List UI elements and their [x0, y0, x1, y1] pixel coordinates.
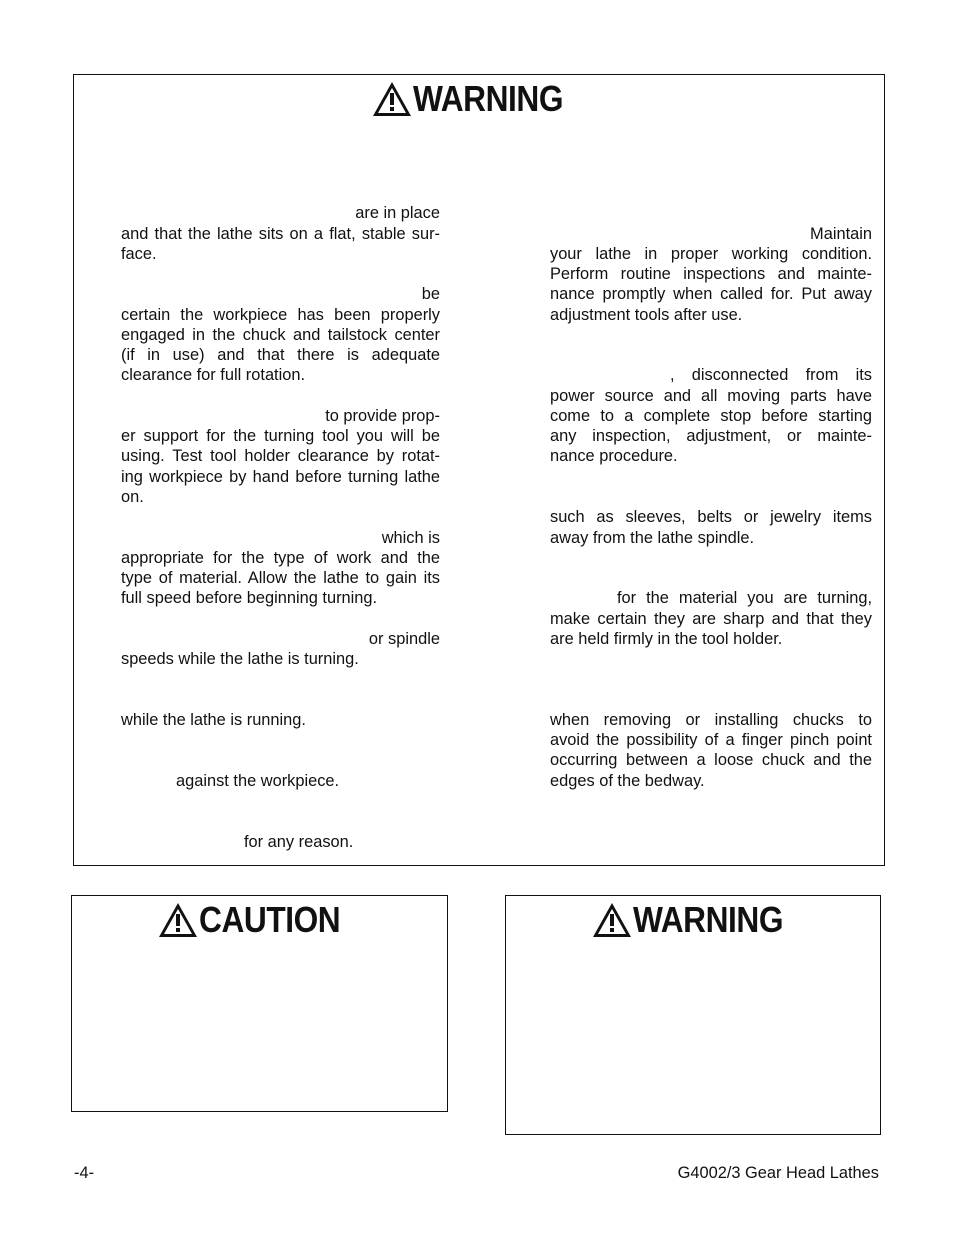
- left-text-line: full speed before beginning turning.: [121, 589, 378, 607]
- page-number: -4-: [74, 1164, 95, 1182]
- right-text-line: , disconnected from its: [670, 366, 872, 384]
- warning-banner: [592, 899, 804, 940]
- left-text-line: appropriate for the type of work and the: [121, 549, 440, 567]
- right-text-line: adjustment tools after use.: [550, 306, 743, 324]
- left-text-line: or spindle: [368, 630, 440, 648]
- main-warning-box: [73, 74, 885, 866]
- caution-banner-text: CAUTION: [199, 899, 341, 940]
- right-text-line: Perform routine inspections and mainte-: [550, 265, 872, 283]
- right-text-line: avoid the possibility of a finger pinch point: [550, 731, 872, 749]
- right-text-line: nance procedure.: [550, 447, 678, 465]
- left-text-line: engaged in the chuck and tailstock center: [121, 326, 440, 344]
- left-text-line: while the lathe is running.: [121, 711, 306, 729]
- document-title: G4002/3 Gear Head Lathes: [677, 1164, 879, 1182]
- right-text-line: nance promptly when called for. Put away: [550, 285, 872, 303]
- left-text-line: certain the workpiece has been properly: [121, 306, 440, 324]
- caution-box: [71, 895, 448, 1112]
- left-text-line: against the workpiece.: [176, 772, 340, 790]
- left-text-line: ing workpiece by hand before turning lathe: [121, 468, 440, 486]
- right-text-line: such as sleeves, belts or jewelry items: [550, 508, 872, 526]
- left-text-line: be: [421, 285, 440, 303]
- warning-triangle-icon: [372, 81, 412, 117]
- right-text-line: when removing or installing chucks to: [550, 711, 872, 729]
- left-text-line: using. Test tool holder clearance by rotat-: [121, 447, 440, 465]
- left-text-line: type of material. Allow the lathe to gain its: [121, 569, 440, 587]
- left-text-line: clearance for full rotation.: [121, 366, 306, 384]
- left-text-line: (if in use) and that there is adequate: [121, 346, 440, 364]
- warning-banner: [372, 78, 584, 119]
- right-text-line: are held firmly in the tool holder.: [550, 630, 783, 648]
- warning-triangle-icon: [592, 902, 632, 938]
- caution-banner: [158, 899, 360, 940]
- left-text-line: er support for the turning tool you will be: [121, 427, 440, 445]
- right-text-line: occurring between a loose chuck and the: [550, 751, 872, 769]
- left-text-line: and that the lathe sits on a flat, stable sur-: [121, 225, 440, 243]
- right-text-line: make certain they are sharp and that they: [550, 610, 872, 628]
- warning-banner-text: WARNING: [633, 899, 784, 940]
- right-text-line: come to a complete stop before starting: [550, 407, 872, 425]
- left-text-line: are in place: [355, 204, 440, 222]
- left-text-line: to provide prop-: [325, 407, 440, 425]
- right-text-line: power source and all moving parts have: [550, 387, 872, 405]
- right-text-line: Maintain: [810, 225, 872, 243]
- left-text-line: which is: [381, 529, 440, 547]
- right-text-line: edges of the bedway.: [550, 772, 705, 790]
- left-text-line: face.: [121, 245, 157, 263]
- right-text-line: for the material you are turning,: [617, 589, 872, 607]
- warning-banner-text: WARNING: [413, 78, 564, 119]
- left-text-line: speeds while the lathe is turning.: [121, 650, 359, 668]
- right-text-line: any inspection, adjustment, or mainte-: [550, 427, 872, 445]
- left-text-line: on.: [121, 488, 144, 506]
- left-text-line: for any reason.: [244, 833, 354, 851]
- right-text-line: away from the lathe spindle.: [550, 529, 755, 547]
- warning-triangle-icon: [158, 902, 198, 938]
- secondary-warning-box: [505, 895, 881, 1135]
- right-text-line: your lathe in proper working condition.: [550, 245, 872, 263]
